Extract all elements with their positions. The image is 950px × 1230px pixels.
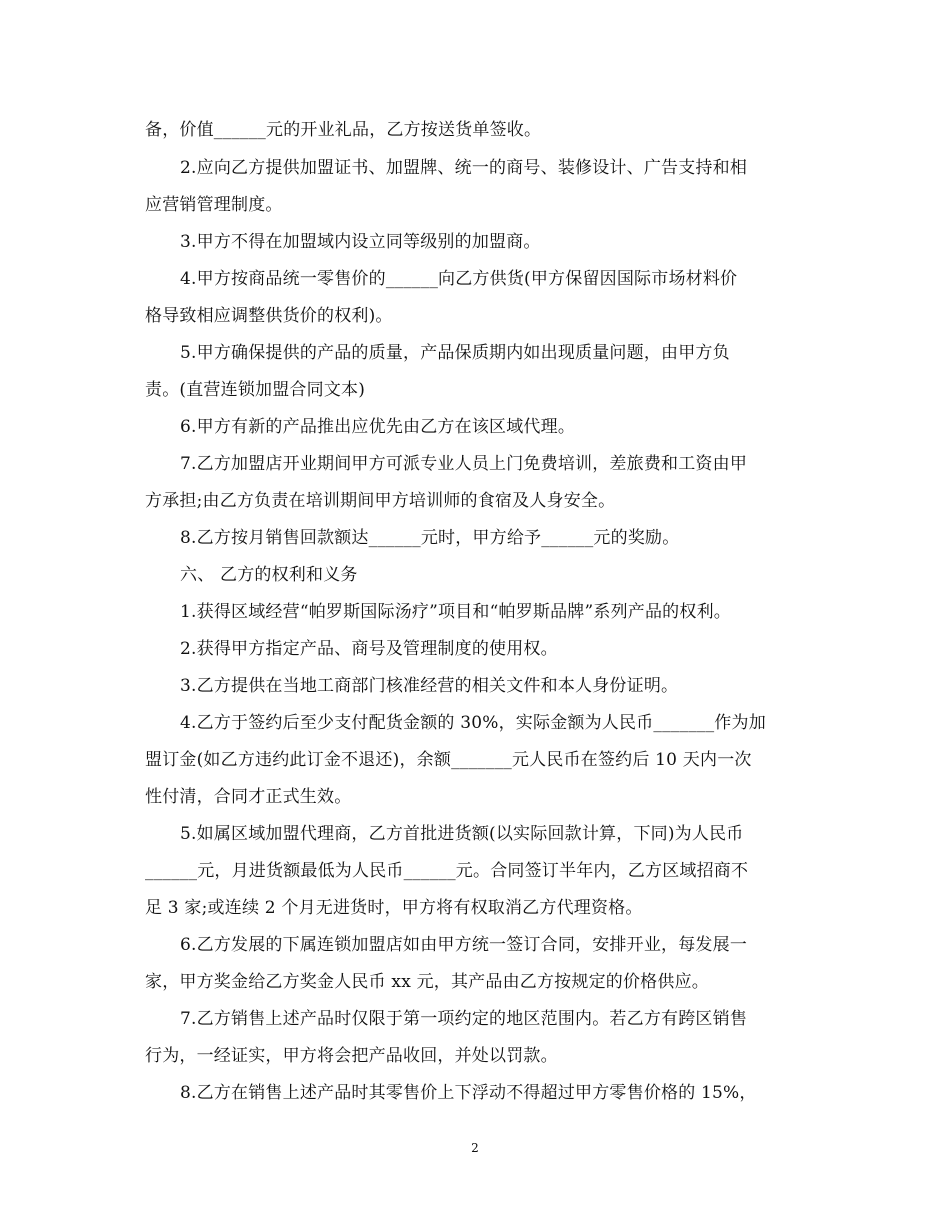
text-line: 4.甲方按商品统一零售价的______向乙方供货(甲方保留因国际市场材料价 xyxy=(180,269,738,289)
text-line: 2.应向乙方提供加盟证书、加盟牌、统一的商号、装修设计、广告支持和相 xyxy=(180,158,748,178)
text-line: 7.乙方加盟店开业期间甲方可派专业人员上门免费培训，差旅费和工资由甲 xyxy=(180,454,748,474)
page-number: 2 xyxy=(471,1141,479,1155)
text-line: 3.乙方提供在当地工商部门核准经营的相关文件和本人身份证明。 xyxy=(180,676,679,696)
text-line: 5.如属区域加盟代理商，乙方首批进货额(以实际回款计算，下同)为人民币 xyxy=(180,824,744,844)
text-line: 6.乙方发展的下属连锁加盟店如由甲方统一签订合同，安排开业，每发展一 xyxy=(180,935,748,955)
text-line: 家，甲方奖金给乙方奖金人民币 xx 元，其产品由乙方按规定的价格供应。 xyxy=(145,972,709,992)
text-line: 8.乙方在销售上述产品时其零售价上下浮动不得超过甲方零售价格的 15%， xyxy=(180,1083,757,1103)
text-line: 责。(直营连锁加盟合同文本) xyxy=(145,380,366,400)
text-line: 7.乙方销售上述产品时仅限于第一项约定的地区范围内。若乙方有跨区销售 xyxy=(180,1009,748,1029)
text-line: 盟订金(如乙方违约此订金不退还)，余额_______元人民币在签约后 10 天内一次 xyxy=(145,750,752,770)
text-line: 1.获得区域经营“帕罗斯国际汤疗”项目和“帕罗斯品牌”系列产品的权利。 xyxy=(180,602,731,622)
text-line: 8.乙方按月销售回款额达______元时，甲方给予______元的奖励。 xyxy=(180,528,680,548)
text-line: 6.甲方有新的产品推出应优先由乙方在该区域代理。 xyxy=(180,417,576,437)
text-line: 性付清，合同才正式生效。 xyxy=(145,787,352,807)
text-line: 足 3 家;或连续 2 个月无进货时，甲方将有权取消乙方代理资格。 xyxy=(145,898,643,918)
text-line: 方承担;由乙方负责在培训期间甲方培训师的食宿及人身安全。 xyxy=(145,491,616,511)
text-line: 5.甲方确保提供的产品的质量，产品保质期内如出现质量问题，由甲方负 xyxy=(180,343,730,363)
section-heading: 六、 乙方的权利和义务 xyxy=(180,565,358,585)
text-line: 行为，一经证实，甲方将会把产品收回，并处以罚款。 xyxy=(145,1046,558,1066)
text-line: 应营销管理制度。 xyxy=(145,195,283,215)
text-line: 备，价值______元的开业礼品，乙方按送货单签收。 xyxy=(145,120,542,140)
text-line: ______元，月进货额最低为人民币______元。合同签订半年内，乙方区域招商不 xyxy=(145,861,749,881)
text-line: 格导致相应调整供货价的权利)。 xyxy=(145,306,393,326)
text-line: 3.甲方不得在加盟域内设立同等级别的加盟商。 xyxy=(180,232,541,252)
text-line: 2.获得甲方指定产品、商号及管理制度的使用权。 xyxy=(180,639,558,659)
text-line: 4.乙方于签约后至少支付配货金额的 30%，实际金额为人民币_______作为加 xyxy=(180,713,766,733)
